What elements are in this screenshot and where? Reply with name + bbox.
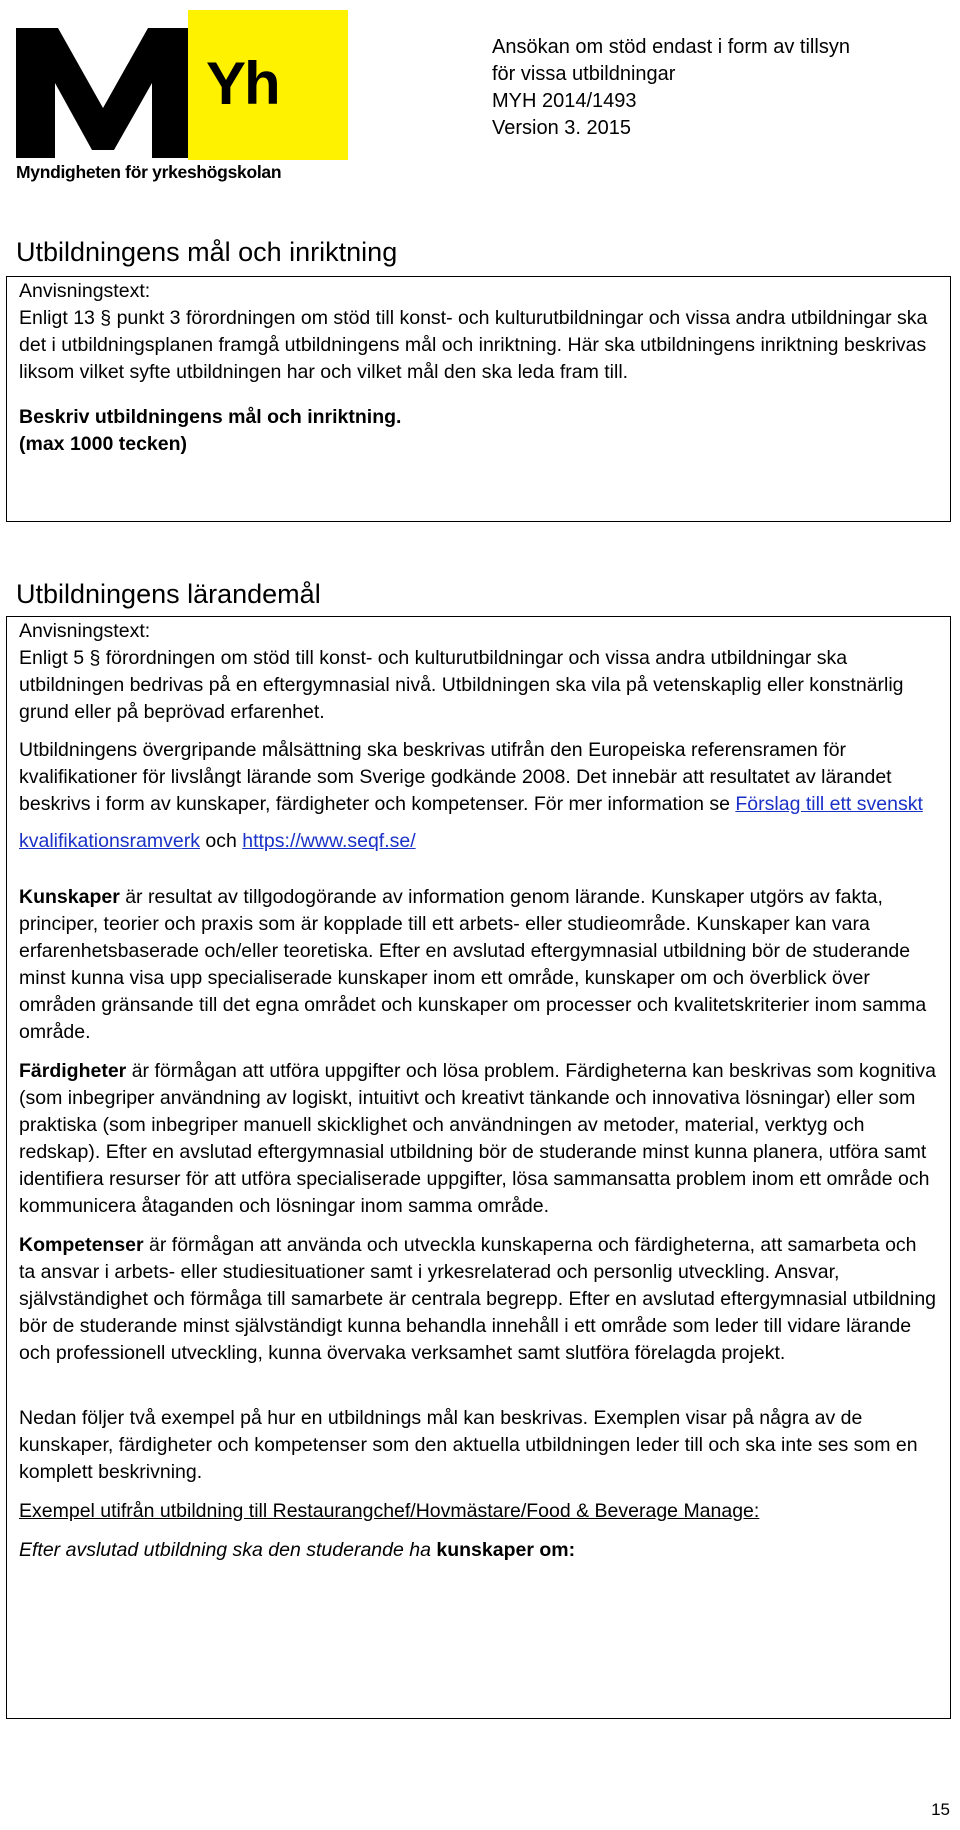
kunskaper-term: Kunskaper xyxy=(19,886,120,908)
header-line-2: för vissa utbildningar xyxy=(492,63,676,85)
anvisning-label: Anvisningstext: xyxy=(19,280,151,302)
header-line-1: Ansökan om stöd endast i form av tillsyn xyxy=(492,36,850,58)
anvisning-text: Enligt 13 § punkt 3 förordningen om stöd till konst- och kulturutbildningar och vissa andra utbildningar ska det i utbildningsplanen framgå utbildningens mål och inriktning. Här ska utbildningens inriktning beskrivas liksom vilket syfte utbildningen har och vilket mål den ska leda fram till. xyxy=(19,307,928,383)
section-title-larandemal: Utbildningens lärandemål xyxy=(16,579,321,609)
kompetenser-text: är förmågan att använda och utveckla kunskaperna och färdigheterna, att samarbeta och ta ansvar i arbets- eller studiesituationer samt i yrkesrelaterad och personlig utveckling. Ansvar, självständighet och förmåga till samarbete är centrala begrepp. Efter en avslutad eftergymnasial utbildning bör de studerande minst självständigt kunna behandla innehåll i ett område som leder till vidare lärande och professionell utveckling, kunna övervaka verksamhet samt slutföra förelagda projekt. xyxy=(19,1234,937,1364)
example-heading: Exempel utifrån utbildning till Restaurangchef/Hovmästare/Food & Beverage Manage: xyxy=(19,1500,760,1522)
link-forslag[interactable]: Förslag till ett svenskt xyxy=(735,793,923,815)
instruction-box-mal xyxy=(6,276,951,522)
anvisning-text-1: Enligt 5 § förordningen om stöd till konst- och kulturutbildningar och vissa andra utbildningar ska utbildningen bedrivas på en eftergymnasial nivå. Utbildningen ska vila på vetenskaplig eller konstnärlig grund eller på beprövad erfarenhet. xyxy=(19,647,904,723)
page-number: 15 xyxy=(931,1800,950,1819)
kompetenser-term: Kompetenser xyxy=(19,1234,144,1256)
example-intro: Nedan följer två exempel på hur en utbildnings mål kan beskrivas. Exemplen visar på några av de kunskaper, färdigheter och kompetenser som den aktuella utbildningen leder till och ska inte ses som en komplett beskrivning. xyxy=(19,1407,918,1483)
final-bold: kunskaper om: xyxy=(436,1539,576,1561)
fardigheter-text: är förmågan att utföra uppgifter och lösa problem. Färdigheterna kan beskrivas som kognitiva (som inbegriper användning av logiskt, intuitivt och kreativt tänkande och innovativa lösningar) eller som praktiska (som inbegriper manuell skicklighet och användningen av metoder, material, verktyg och redskap). Efter en avslutad eftergymnasial utbildning bör de studerande minst kunna planera, utföra samt identifiera resurser för att utföra specialiserade uppgifter, lösa sammansatta problem inom ett område och kommunicera åtaganden och lösningar inom samma område. xyxy=(19,1060,936,1217)
logo-yh-block xyxy=(188,10,348,160)
logo-yh-text: Yh xyxy=(206,50,279,117)
kunskaper-text: är resultat av tillgodogörande av information genom lärande. Kunskaper utgörs av fakta, principer, teorier och praxis som är kopplade till ett arbets- eller studieområde. Kunskaper kan vara erfarenhetsbaserade och/eller teoretiska. Efter en avslutad eftergymnasial utbildning bör de studerande minst kunna visa upp specialiserade kunskaper inom ett område, kunskaper om och överblick över områden gränsande till det egna området och kunskaper om processer och kvalitetskriterier inom samma område. xyxy=(19,886,927,1043)
kompetenser-paragraph xyxy=(19,1232,938,1367)
link-seqf[interactable]: https://www.seqf.se/ xyxy=(242,830,416,852)
links-line xyxy=(19,828,938,855)
header-line-4: Version 3. 2015 xyxy=(492,117,631,139)
max-chars-note: (max 1000 tecken) xyxy=(19,433,188,455)
referensram-text: Utbildningens övergripande målsättning ska beskrivas utifrån den Europeiska referensramen för kvalifikationer för livslångt lärande som Sverige godkände 2008. Det innebär att resultatet av lärandet beskrivs i form av kunskaper, färdigheter och kompetenser. För mer information se xyxy=(19,739,892,815)
section-title-mal-inriktning: Utbildningens mål och inriktning xyxy=(16,237,398,267)
fardigheter-term: Färdigheter xyxy=(19,1060,127,1082)
fardigheter-paragraph xyxy=(19,1058,938,1220)
logo-caption: Myndigheten för yrkeshögskolan xyxy=(16,162,282,182)
och-text: och xyxy=(199,830,243,852)
final-italic: Efter avslutad utbildning ska den studerande ha xyxy=(19,1539,437,1561)
instruction-box-larandemal xyxy=(6,616,951,1719)
link-kvalifikationsramverk[interactable]: kvalifikationsramverk xyxy=(19,830,200,852)
final-line xyxy=(19,1537,938,1564)
kunskaper-paragraph xyxy=(19,884,938,1046)
myh-logo xyxy=(16,10,336,185)
logo-m-mark xyxy=(16,28,191,158)
anvisning-label: Anvisningstext: xyxy=(19,620,151,642)
instruction-describe: Beskriv utbildningens mål och inriktning. xyxy=(19,406,402,428)
header-line-3: MYH 2014/1493 xyxy=(492,90,637,112)
document-header xyxy=(492,34,850,142)
anvisning-text-2 xyxy=(19,737,938,818)
